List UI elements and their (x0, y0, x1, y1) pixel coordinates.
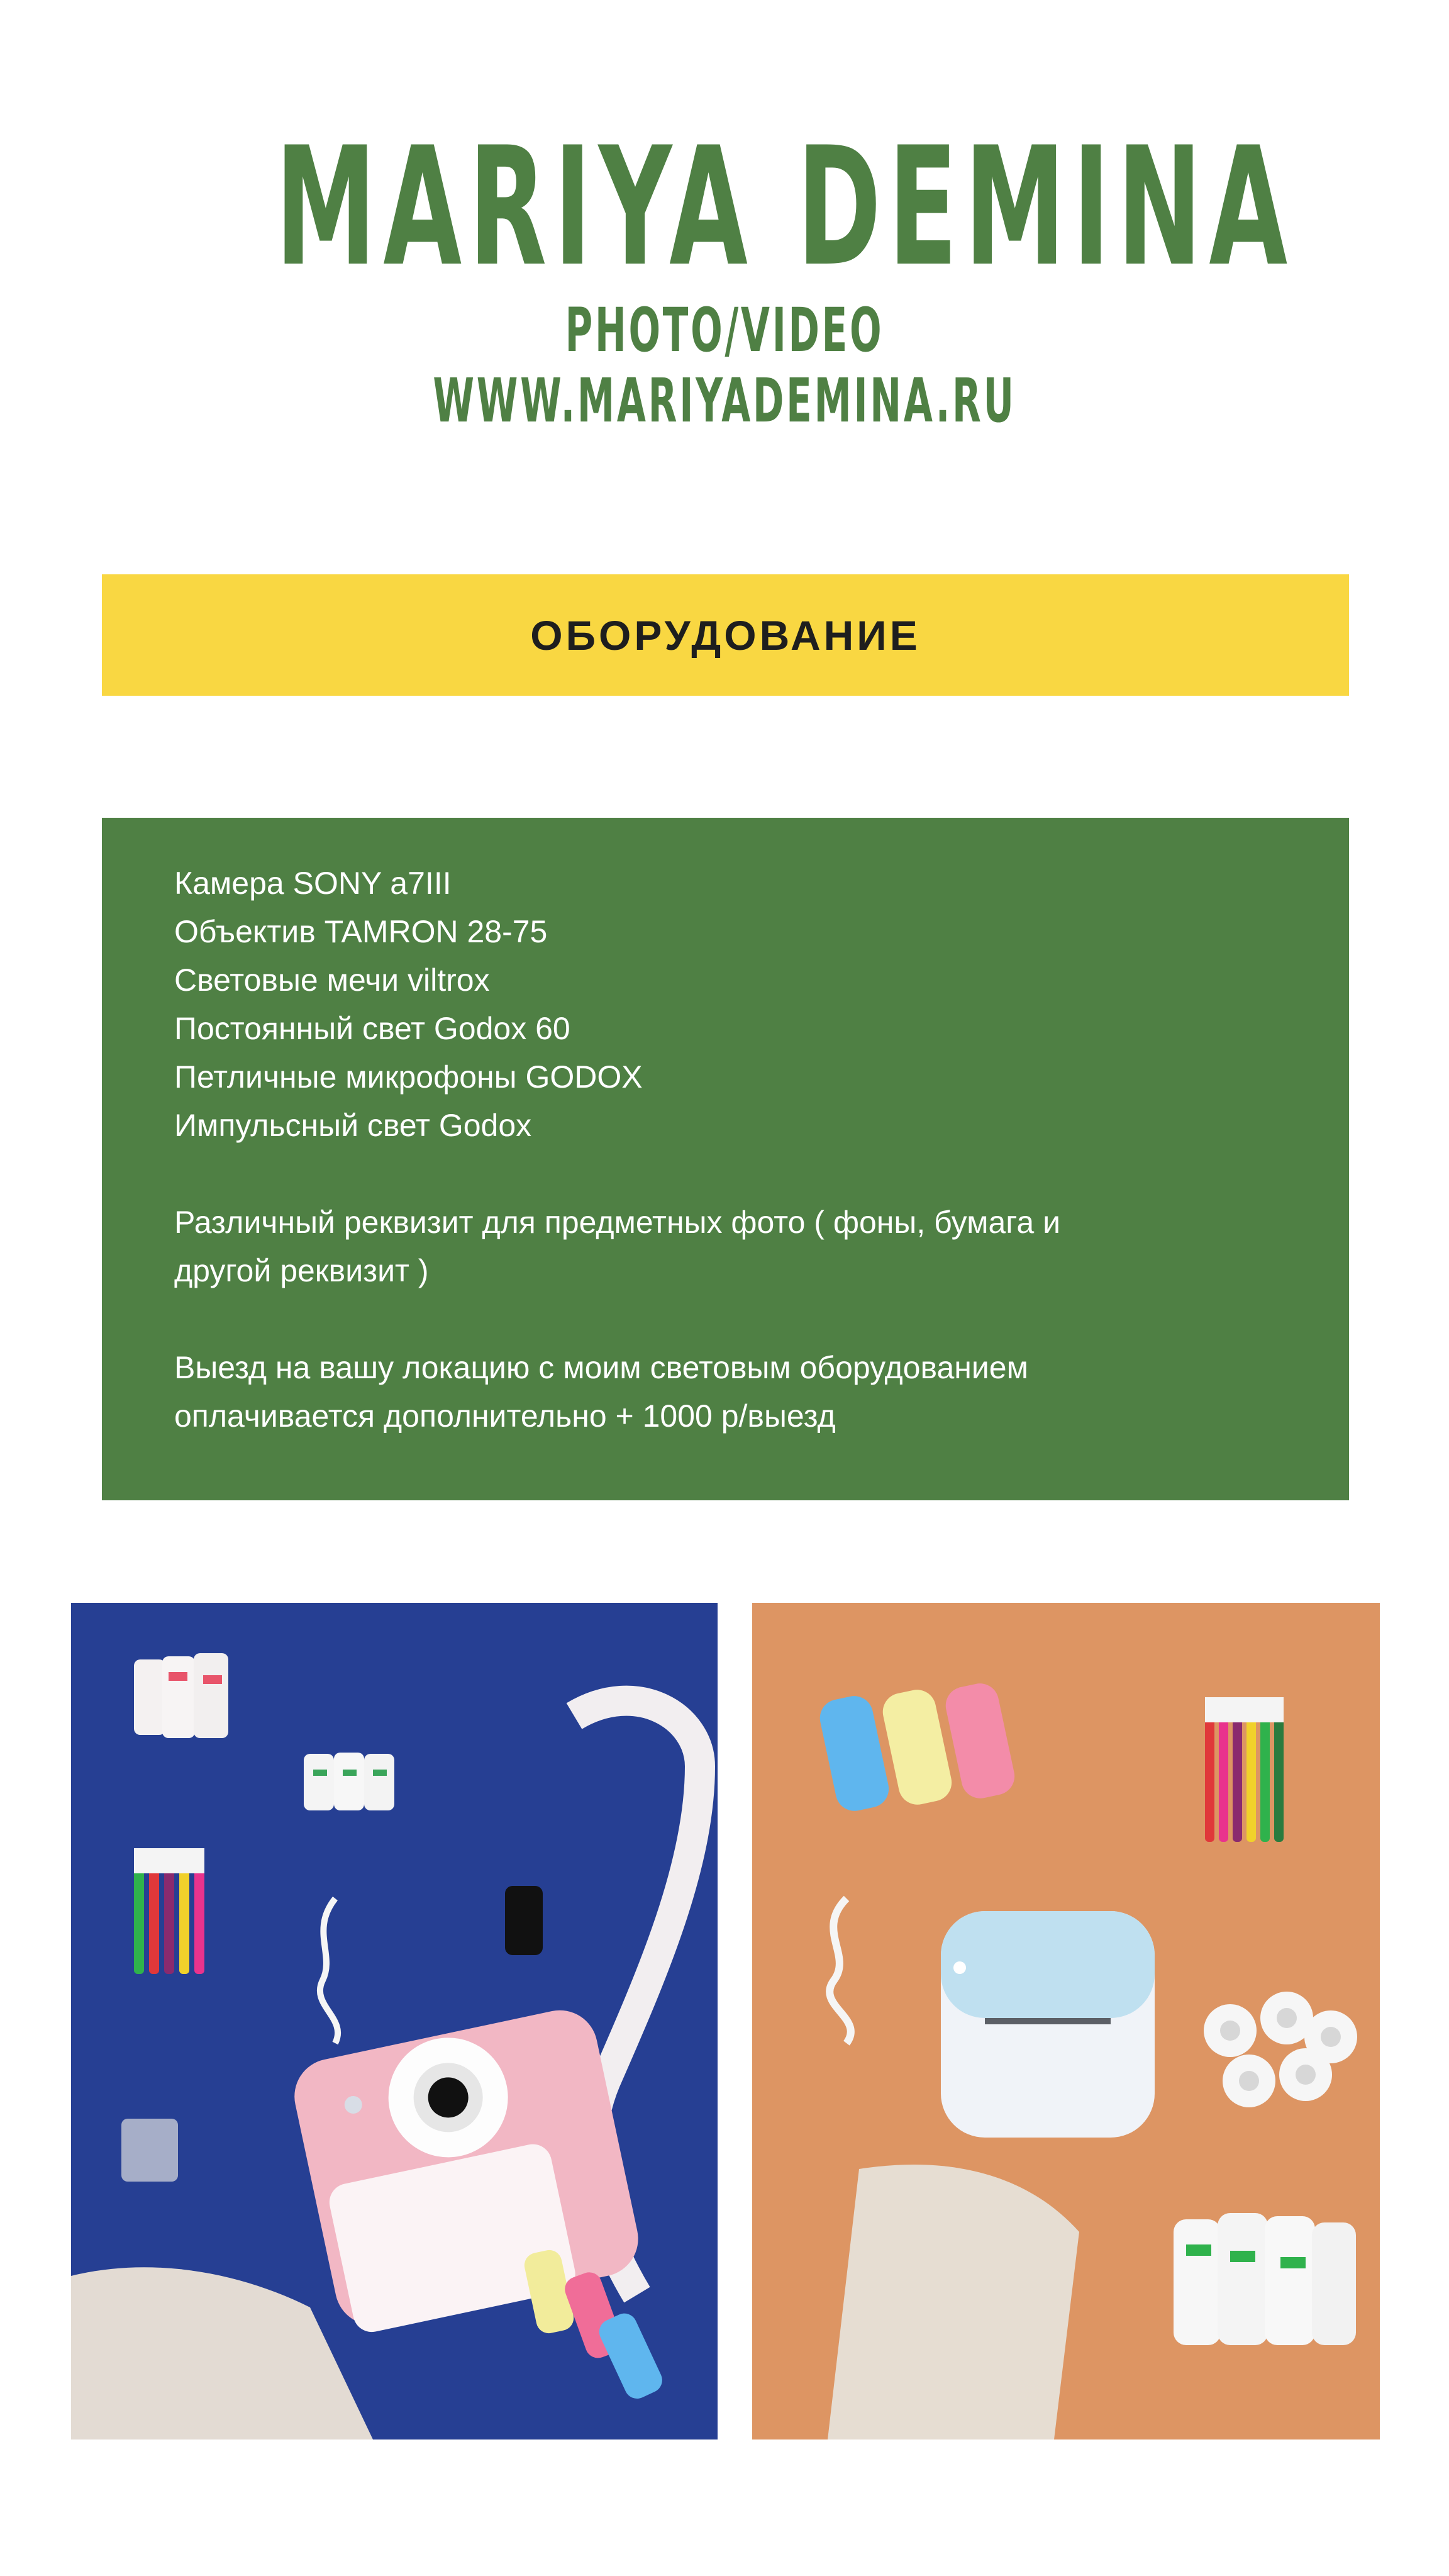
markers-icon (134, 1848, 204, 1974)
mini-printer-icon (941, 1911, 1155, 2138)
equipment-item: Импульсный свет Godox (174, 1108, 532, 1143)
cable-icon (320, 1899, 338, 2043)
paper-rolls-small-icon (304, 1753, 394, 1810)
equipment-item: Постоянный свет Godox 60 (174, 1011, 570, 1046)
cable-icon (830, 1899, 851, 2043)
equipment-item: Объектив TAMRON 28-75 (174, 914, 548, 949)
paper-rolls-icon (1174, 2213, 1356, 2345)
brand-title: MARIYA DEMINA (275, 113, 1295, 303)
roll-blue-icon (816, 1693, 892, 1815)
equipment-item: Петличные микрофоны GODOX (174, 1059, 643, 1095)
sd-card-icon (121, 2119, 178, 2182)
tote-bag-icon (71, 2267, 373, 2439)
photo-camera-flatlay (71, 1603, 718, 2439)
section-title: ОБОРУДОВАНИЕ (530, 611, 921, 659)
props-text: Различный реквизит для предметных фото ( фоны, бумага и (174, 1205, 1061, 1240)
equipment-box (102, 818, 1349, 1500)
roll-pink-icon (942, 1680, 1018, 1802)
brand-website: WWW.MARIYADEMINA.RU (433, 365, 1016, 436)
markers-icon (1205, 1697, 1284, 1842)
card-reader-icon (505, 1886, 543, 1955)
props-text: другой реквизит ) (174, 1253, 429, 1288)
equipment-item: Камера SONY a7III (174, 866, 452, 901)
section-banner (102, 574, 1349, 696)
paper-rolls-icon (134, 1653, 228, 1738)
paper-rolls-cluster-icon (1204, 1992, 1357, 2107)
travel-note: оплачивается дополнительно + 1000 р/выезд (174, 1398, 836, 1434)
photo-printer-flatlay (752, 1603, 1380, 2439)
travel-note: Выезд на вашу локацию с моим световым оборудованием (174, 1350, 1028, 1385)
tote-bag-icon (828, 2165, 1079, 2439)
equipment-item: Световые мечи viltrox (174, 962, 490, 998)
roll-yellow-icon (879, 1687, 955, 1809)
roll-blue-icon (595, 2309, 666, 2403)
brand-subtitle: PHOTO/VIDEO (565, 295, 884, 365)
